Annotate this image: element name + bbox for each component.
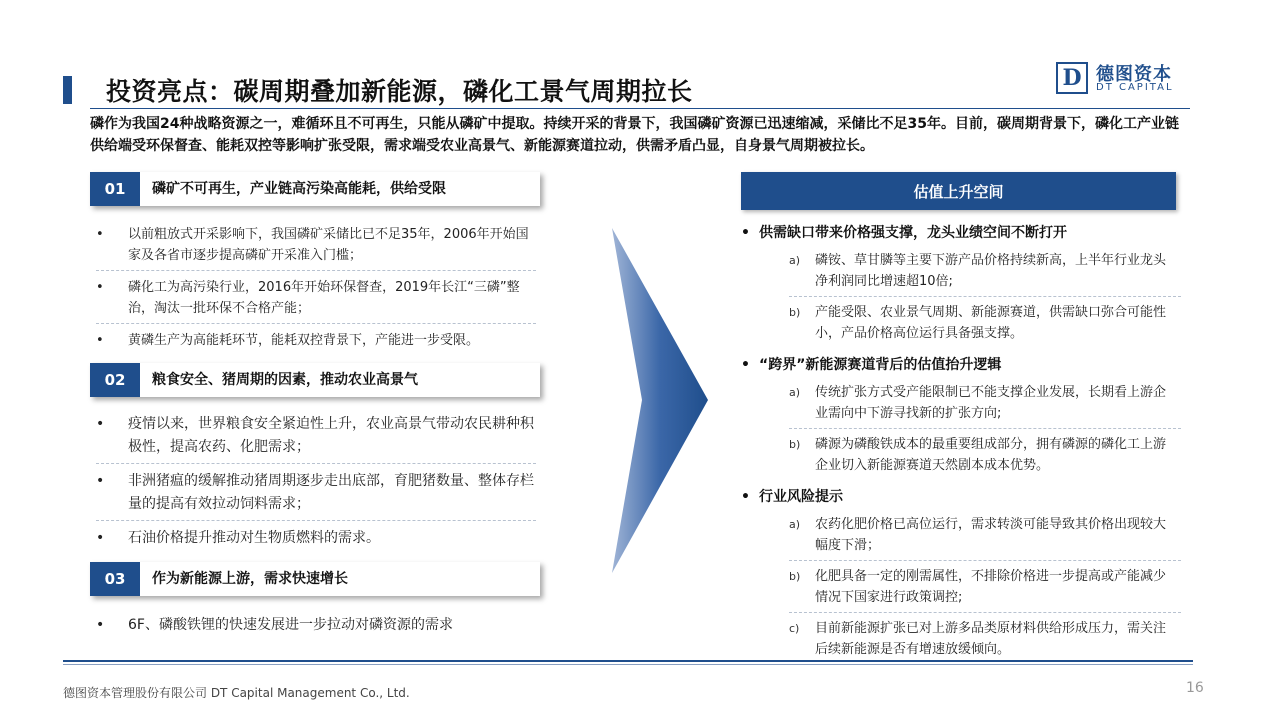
list-item: • 以前粗放式开采影响下，我国磷矿采储比已不足35年，2006年开始国家及各省市逐步提高磷矿开采准入门槛； (96, 227, 529, 263)
list-item (741, 566, 1177, 608)
list-item (741, 514, 1177, 556)
group-title: • “跨界”新能源赛道背后的估值抬升逻辑 (741, 357, 1002, 373)
footer-rule (63, 660, 1193, 662)
section-header-01 (90, 172, 540, 206)
bullet-text: 6F、磷酸铁锂的快速发展进一步拉动对磷资源的需求 (128, 617, 453, 633)
list-item: • 6F、磷酸铁锂的快速发展进一步拉动对磷资源的需求 (96, 617, 453, 633)
divider (789, 560, 1181, 562)
footer-rule-thin (63, 664, 1193, 665)
item-text: 传统扩张方式受产能限制已不能支撑企业发展，长期看上游企业需向中下游寻找新的扩张方向; (815, 385, 1167, 421)
section-bullets-03 (96, 614, 536, 637)
divider (789, 428, 1181, 430)
section-title: 粮食安全、猪周期的因素，推动农业高景气 (152, 372, 418, 388)
list-item (741, 618, 1177, 660)
section-bullets-02 (96, 413, 536, 550)
item-mark: b) (789, 438, 801, 451)
valuation-body (741, 222, 1181, 660)
page-number: 16 (1186, 680, 1204, 696)
section-number: 03 (90, 562, 140, 596)
logo-mark-icon: D (1056, 62, 1088, 94)
divider (96, 270, 536, 272)
section-number: 01 (90, 172, 140, 206)
section-number: 02 (90, 363, 140, 397)
item-text: 化肥具备一定的刚需属性，不排除价格进一步提高或产能减少情况下国家进行政策调控; (815, 569, 1167, 605)
list-item: • 石油价格提升推动对生物质燃料的需求。 (96, 530, 380, 546)
bullet-text: 黄磷生产为高能耗环节，能耗双控背景下，产能进一步受限。 (128, 333, 480, 348)
logo-cn-text: 德图资本 (1096, 64, 1172, 85)
group-title: • 供需缺口带来价格强支撑，龙头业绩空间不断打开 (741, 225, 1067, 241)
valuation-header: 估值上升空间 (741, 172, 1176, 210)
group-title-text: 行业风险提示 (759, 489, 843, 505)
divider (789, 612, 1181, 614)
list-item (741, 382, 1177, 424)
divider (96, 520, 536, 522)
list-item (741, 434, 1177, 476)
item-text: 目前新能源扩张已对上游多品类原材料供给形成压力，需关注后续新能源是否有增速放缓倾向。 (815, 621, 1167, 657)
chevron-right-icon (612, 228, 712, 573)
section-header-03 (90, 562, 540, 596)
bullet-text: 非洲猪瘟的缓解推动猪周期逐步走出底部，育肥猪数量、整体存栏量的提高有效拉动饲料需求； (128, 473, 534, 512)
item-mark: a) (789, 386, 801, 399)
item-mark: a) (789, 254, 801, 267)
item-mark: b) (789, 570, 801, 583)
item-mark: c) (789, 622, 800, 635)
list-item: • 非洲猪瘟的缓解推动猪周期逐步走出底部，育肥猪数量、整体存栏量的提高有效拉动饲料需求； (96, 473, 534, 512)
section-bullets-01 (96, 224, 536, 351)
item-mark: b) (789, 306, 801, 319)
group-title-text: “跨界”新能源赛道背后的估值抬升逻辑 (759, 357, 1002, 373)
bullet-text: 石油价格提升推动对生物质燃料的需求。 (128, 530, 380, 546)
logo-en-text: DT CAPITAL (1096, 82, 1174, 93)
list-item: • 疫情以来，世界粮食安全紧迫性上升，农业高景气带动农民耕种积极性，提高农药、化肥需求； (96, 416, 534, 455)
item-text: 产能受限、农业景气周期、新能源赛道，供需缺口弥合可能性小，产品价格高位运行具备强支撑。 (815, 305, 1167, 341)
list-item (741, 250, 1177, 292)
footer-company: 德图资本管理股份有限公司 DT Capital Management Co., Ltd. (63, 686, 410, 700)
item-text: 磷铵、草甘膦等主要下游产品价格持续新高，上半年行业龙头净利润同比增速超10倍; (815, 253, 1167, 289)
list-item: • 磷化工为高污染行业，2016年开始环保督查，2019年长江“三磷”整治，淘汰一批环保不合格产能； (96, 280, 520, 316)
section-title: 磷矿不可再生，产业链高污染高能耗，供给受限 (152, 181, 446, 197)
intro-paragraph: 磷作为我国24种战略资源之一，难循环且不可再生，只能从磷矿中提取。持续开采的背景下，我国磷矿资源已迅速缩减，采储比不足35年。目前，碳周期背景下，磷化工产业链供给端受环保督查、能耗双控等影响扩张受限，需求端受农业高景气、新能源赛道拉动，供需矛盾凸显，自身景气周期被拉长。 (90, 116, 1179, 154)
section-title: 作为新能源上游，需求快速增长 (152, 571, 348, 587)
item-text: 磷源为磷酸铁成本的最重要组成部分，拥有磷源的磷化工上游企业切入新能源赛道天然剧本成本优势。 (815, 437, 1167, 473)
divider (96, 323, 536, 325)
title-accent-bar (63, 76, 72, 104)
title-underline (90, 108, 1190, 109)
page-title: 投资亮点：碳周期叠加新能源，磷化工景气周期拉长 (106, 77, 693, 106)
company-logo (1056, 62, 1186, 98)
bullet-text: 疫情以来，世界粮食安全紧迫性上升，农业高景气带动农民耕种积极性，提高农药、化肥需求； (128, 416, 534, 455)
group-title: • 行业风险提示 (741, 489, 843, 505)
item-mark: a) (789, 518, 801, 531)
section-header-02 (90, 363, 540, 397)
group-title-text: 供需缺口带来价格强支撑，龙头业绩空间不断打开 (759, 225, 1067, 241)
bullet-text: 以前粗放式开采影响下，我国磷矿采储比已不足35年，2006年开始国家及各省市逐步提高磷矿开采准入门槛； (128, 227, 529, 263)
list-item (741, 302, 1177, 344)
divider (789, 296, 1181, 298)
list-item: • 黄磷生产为高能耗环节，能耗双控背景下，产能进一步受限。 (96, 333, 480, 348)
divider (96, 463, 536, 465)
item-text: 农药化肥价格已高位运行，需求转淡可能导致其价格出现较大幅度下滑； (815, 517, 1167, 553)
bullet-text: 磷化工为高污染行业，2016年开始环保督查，2019年长江“三磷”整治，淘汰一批环保不合格产能； (128, 280, 520, 316)
